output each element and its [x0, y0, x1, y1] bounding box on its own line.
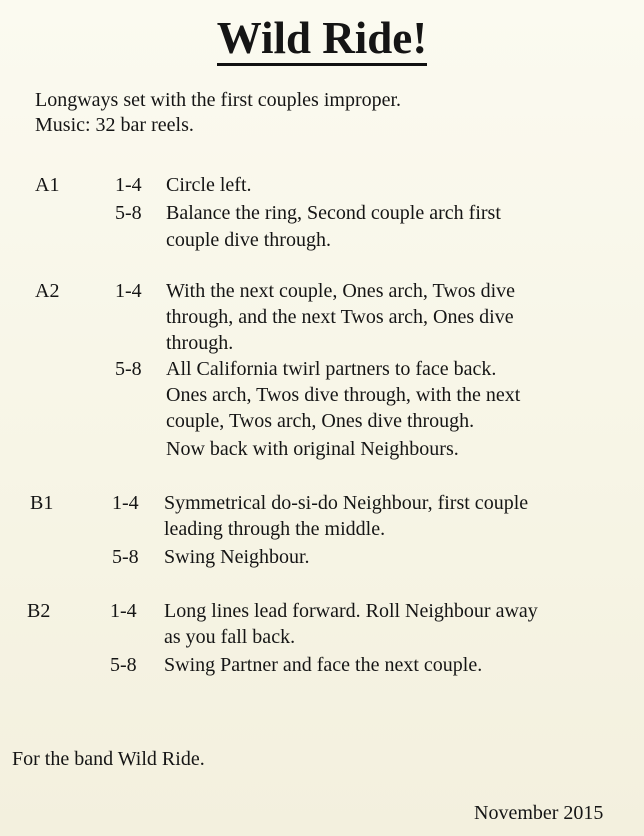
section-label: B1 [30, 492, 54, 514]
intro-block [35, 88, 401, 138]
figure-line: Long lines lead forward. Roll Neighbour away [164, 600, 538, 622]
bars-label: 1-4 [115, 174, 142, 196]
figure-line: Circle left. [166, 174, 252, 196]
band-note: For the band Wild Ride. [12, 748, 205, 770]
bars-label: 5-8 [115, 202, 142, 224]
figure-line: through. [166, 332, 234, 354]
figure-line: Symmetrical do-si-do Neighbour, first couple [164, 492, 529, 514]
figure-line: through, and the next Twos arch, Ones dive [166, 306, 514, 328]
figure-line: Swing Partner and face the next couple. [164, 654, 483, 676]
bars-label: 1-4 [110, 600, 137, 622]
figure-line: All California twirl partners to face back. [166, 358, 497, 380]
intro-line: Music: 32 bar reels. [35, 114, 194, 136]
section-label: A1 [35, 174, 60, 196]
bars-label: 5-8 [115, 358, 142, 380]
figure-line: as you fall back. [164, 626, 296, 648]
bars-label: 5-8 [110, 654, 137, 676]
figure-line: Balance the ring, Second couple arch first [166, 202, 501, 224]
bars-label: 5-8 [112, 546, 139, 568]
figure-line: Now back with original Neighbours. [166, 438, 459, 460]
date-text: November 2015 [474, 802, 604, 824]
figure-line: Swing Neighbour. [164, 546, 310, 568]
figure-line: With the next couple, Ones arch, Twos dive [166, 280, 516, 302]
figure-line: couple dive through. [166, 229, 331, 251]
section-label: B2 [27, 600, 51, 622]
bars-label: 1-4 [112, 492, 139, 514]
bars-label: 1-4 [115, 280, 142, 302]
section-label: A2 [35, 280, 60, 302]
page-title: Wild Ride! [0, 10, 644, 66]
figure-line: couple, Twos arch, Ones dive through. [166, 410, 475, 432]
figure-line: leading through the middle. [164, 518, 386, 540]
intro-line: Longways set with the first couples improper. [35, 89, 402, 111]
figure-line: Ones arch, Twos dive through, with the next [166, 384, 521, 406]
